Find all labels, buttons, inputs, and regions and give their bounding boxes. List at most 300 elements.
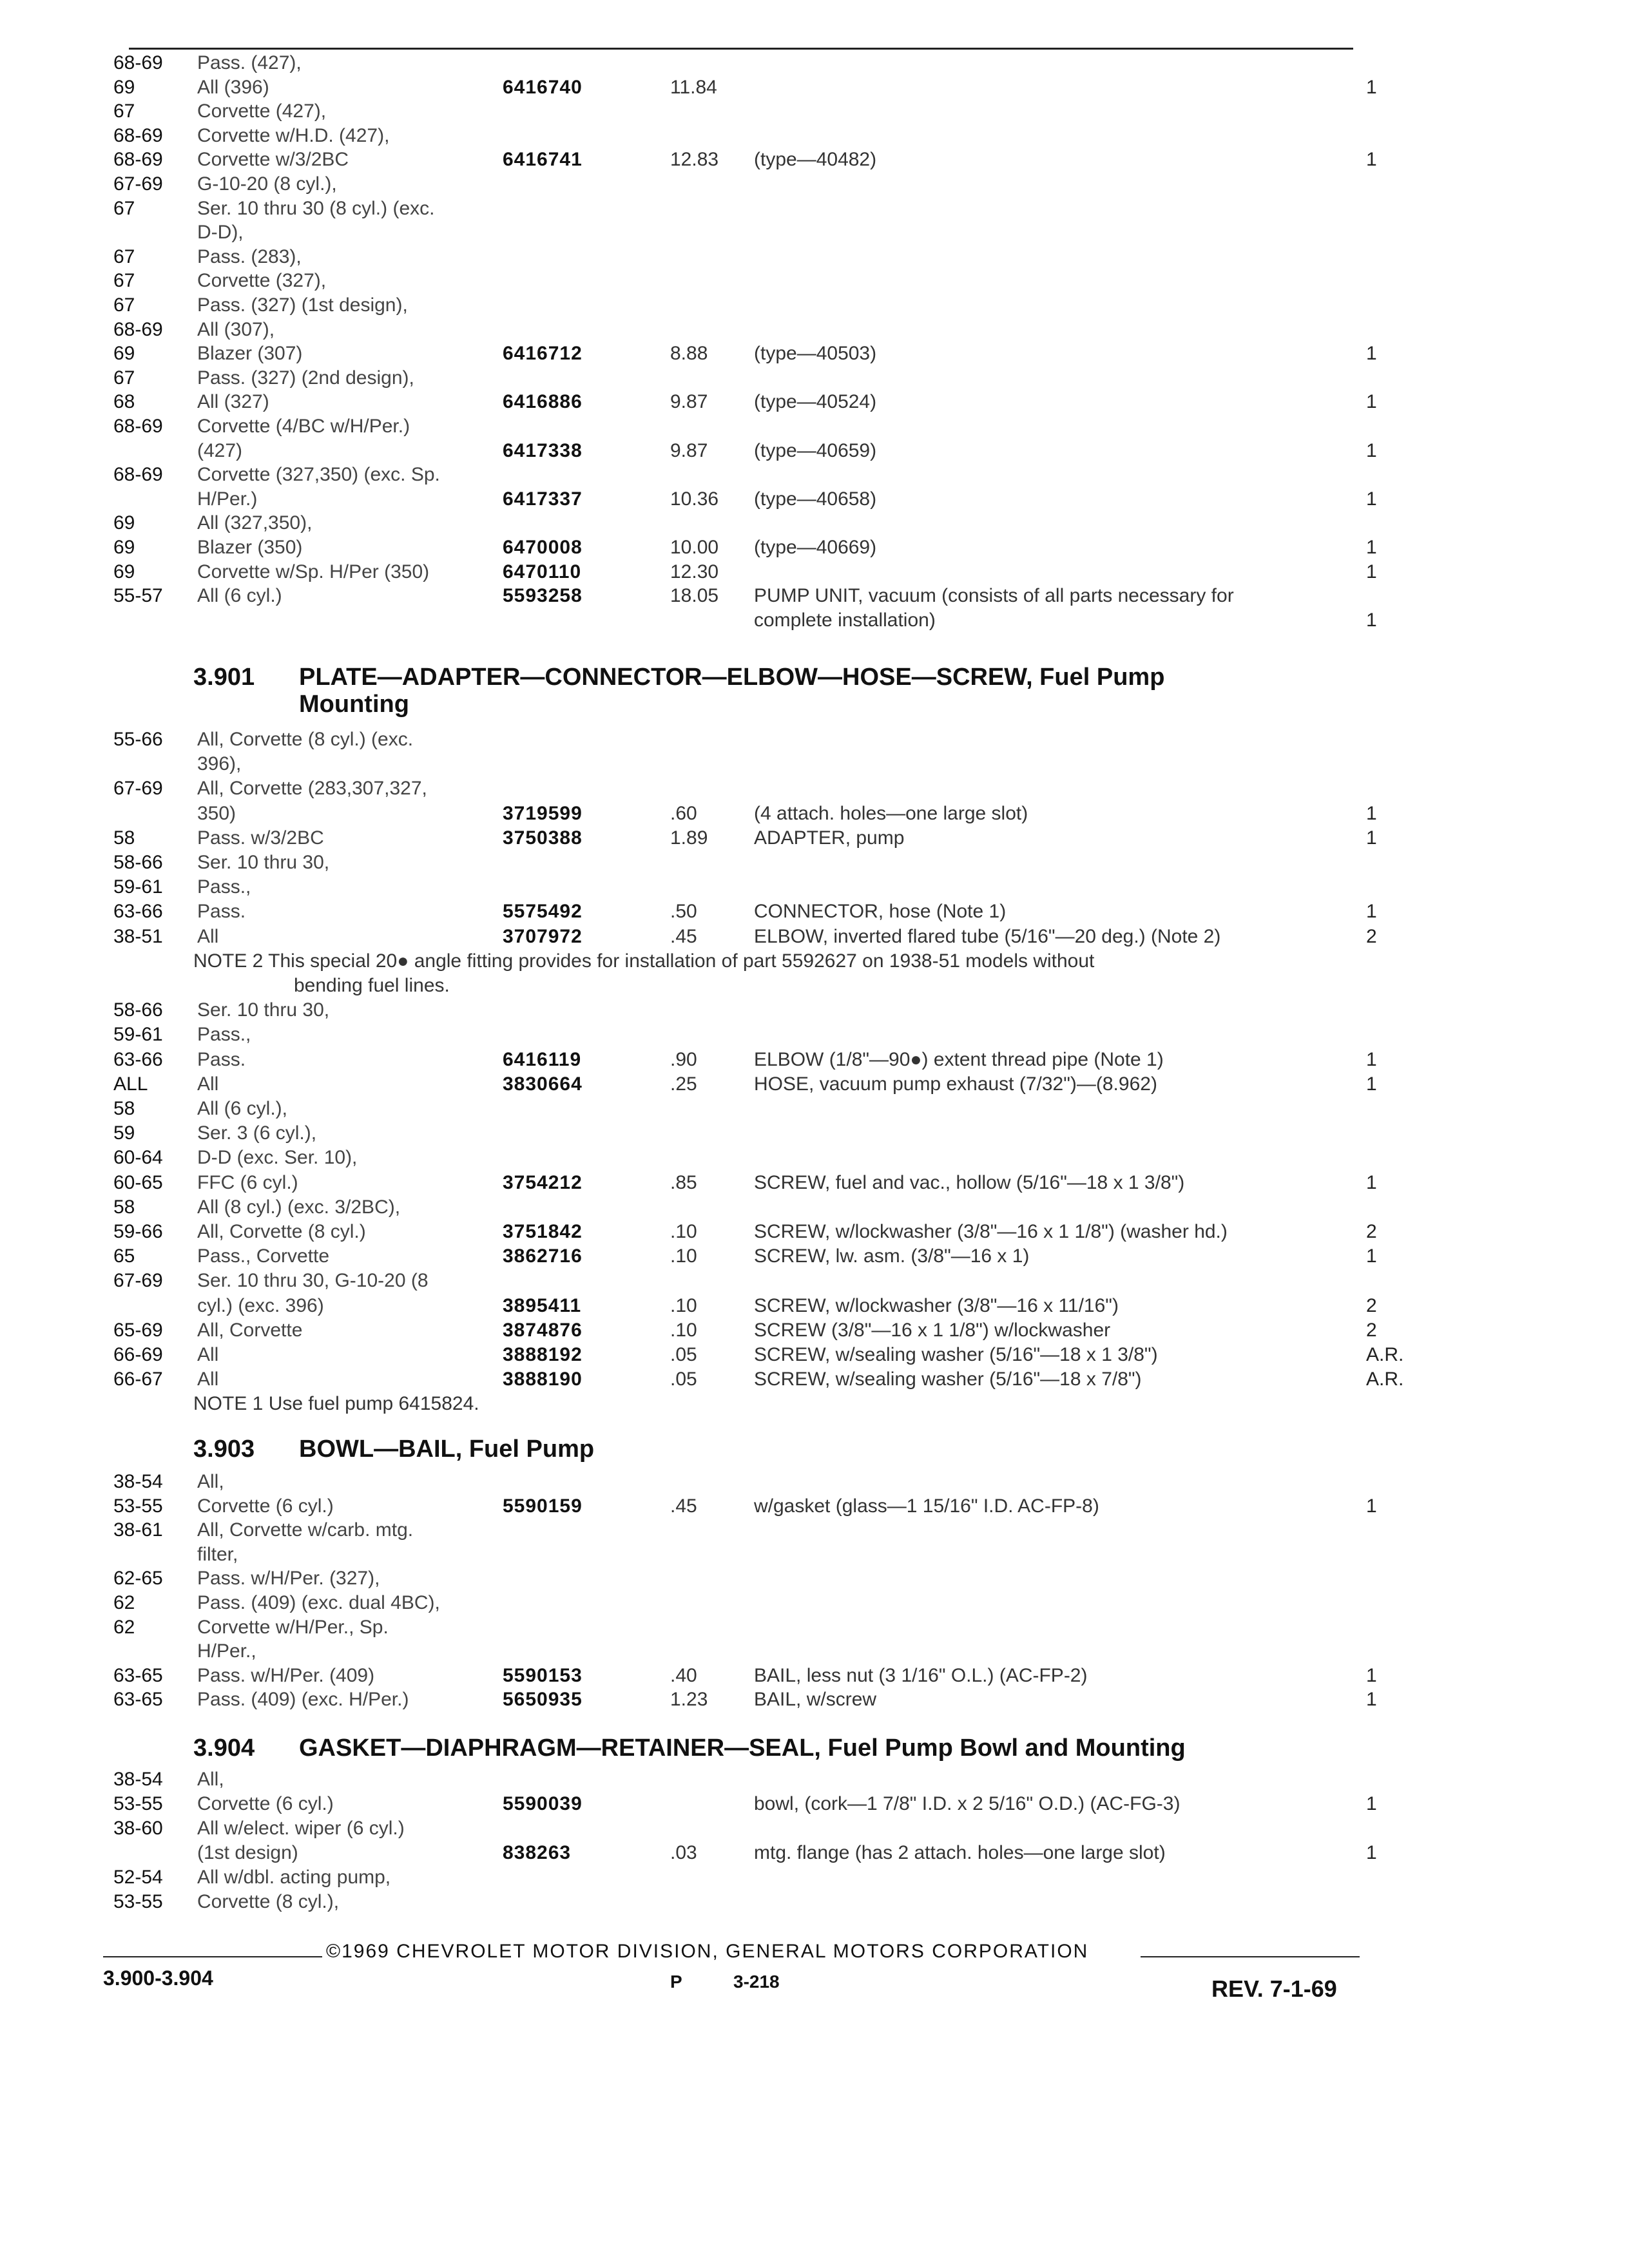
row-year: 59-61 [113, 876, 163, 898]
parts-row [0, 801, 1629, 827]
row-price: .45 [670, 926, 697, 947]
row-part: 5650935 [503, 1689, 583, 1710]
parts-row [0, 1145, 1629, 1171]
row-part: 3888190 [503, 1369, 583, 1390]
row-year: 69 [113, 343, 135, 364]
row-note: NOTE 1 Use fuel pump 6415824. [193, 1393, 479, 1414]
row-year: 38-61 [113, 1519, 163, 1541]
row-model: Pass. w/H/Per. (327), [197, 1568, 380, 1589]
row-year: 68 [113, 391, 135, 412]
row-model: All [197, 1369, 219, 1390]
parts-row [0, 317, 1629, 343]
row-year: 38-51 [113, 926, 163, 947]
row-model: All, Corvette (8 cyl.) [197, 1221, 366, 1242]
row-year: 58 [113, 1196, 135, 1218]
row-price: 10.36 [670, 488, 719, 510]
footer-revision: REV. 7-1-69 [1211, 1975, 1337, 2002]
row-model: All, Corvette (283,307,327, [197, 778, 427, 799]
row-model: All [197, 1344, 219, 1365]
parts-row [0, 75, 1629, 101]
row-model: All (6 cyl.), [197, 1098, 288, 1119]
row-year: 38-54 [113, 1769, 163, 1790]
footer-group-range: 3.900-3.904 [103, 1966, 213, 1990]
parts-row [0, 268, 1629, 294]
row-part: 6417337 [503, 488, 583, 510]
parts-row [0, 825, 1629, 851]
row-qty: 1 [1366, 901, 1377, 922]
parts-row [0, 293, 1629, 318]
row-year: 38-54 [113, 1471, 163, 1492]
parts-row [0, 99, 1629, 124]
row-model: Pass. (327) (1st design), [197, 294, 408, 316]
row-year: 53-55 [113, 1891, 163, 1912]
parts-row [0, 389, 1629, 415]
row-year: 63-66 [113, 1049, 163, 1070]
parts-row [0, 948, 1629, 974]
footer-page-letter: P [670, 1972, 682, 1992]
row-year: 58-66 [113, 852, 163, 873]
section-number: 3.901 [193, 664, 255, 691]
parts-row [0, 147, 1629, 173]
row-desc: SCREW, w/sealing washer (5/16"—18 x 1 3/8") [754, 1344, 1158, 1365]
row-model: Pass. w/H/Per. (409) [197, 1665, 375, 1686]
parts-row [0, 608, 1629, 633]
row-year: 58 [113, 827, 135, 849]
row-qty: 1 [1366, 803, 1377, 824]
row-model: Corvette (4/BC w/H/Per.) [197, 416, 410, 437]
parts-row [0, 1767, 1629, 1792]
row-year: 59 [113, 1122, 135, 1144]
row-price: .05 [670, 1369, 697, 1390]
row-qty: 1 [1366, 343, 1377, 364]
parts-row [0, 1517, 1629, 1543]
row-qty: 1 [1366, 1689, 1377, 1710]
row-model: Ser. 3 (6 cyl.), [197, 1122, 317, 1144]
parts-row [0, 1047, 1629, 1073]
row-part: 3862716 [503, 1245, 583, 1267]
row-model: Pass. [197, 901, 246, 922]
row-model: All (327) [197, 391, 269, 412]
row-year: 59-66 [113, 1221, 163, 1242]
row-price: 1.23 [670, 1689, 708, 1710]
row-year: 68-69 [113, 52, 163, 73]
row-qty: 1 [1366, 1049, 1377, 1070]
row-year: 62 [113, 1592, 135, 1613]
parts-row [0, 776, 1629, 802]
parts-row [0, 1615, 1629, 1640]
parts-row [0, 727, 1629, 753]
row-part: 3895411 [503, 1295, 582, 1316]
row-year: 38-60 [113, 1818, 163, 1839]
row-model: Ser. 10 thru 30, G-10-20 (8 [197, 1270, 429, 1291]
parts-row [0, 1687, 1629, 1713]
row-model: All w/elect. wiper (6 cyl.) [197, 1818, 405, 1839]
parts-row [0, 1244, 1629, 1269]
parts-row [0, 1342, 1629, 1368]
section-title: BOWL—BAIL, Fuel Pump [299, 1436, 595, 1463]
row-model: Corvette w/H/Per., Sp. [197, 1617, 389, 1638]
parts-row [0, 1840, 1629, 1866]
row-qty: 1 [1366, 1665, 1377, 1686]
row-qty: 1 [1366, 1245, 1377, 1267]
row-model: Corvette (427), [197, 101, 327, 122]
row-qty: 2 [1366, 1221, 1377, 1242]
parts-row [0, 874, 1629, 900]
parts-row [0, 1391, 1629, 1417]
parts-row [0, 462, 1629, 488]
parts-row [0, 341, 1629, 367]
row-qty: 2 [1366, 926, 1377, 947]
row-part: 838263 [503, 1842, 572, 1863]
row-desc: (type—40503) [754, 343, 877, 364]
row-model: H/Per., [197, 1640, 256, 1662]
parts-row [0, 924, 1629, 950]
row-price: 1.89 [670, 827, 708, 849]
row-model: Pass. (283), [197, 246, 302, 267]
row-model: Pass. (427), [197, 52, 302, 73]
parts-row [0, 171, 1629, 197]
row-qty: 1 [1366, 827, 1377, 849]
row-year: 69 [113, 537, 135, 558]
parts-row [0, 1219, 1629, 1245]
row-model: Corvette (327), [197, 270, 327, 291]
row-price: 9.87 [670, 391, 708, 412]
section-heading [0, 664, 1629, 728]
row-model: Ser. 10 thru 30, [197, 999, 330, 1021]
row-desc: CONNECTOR, hose (Note 1) [754, 901, 1007, 922]
parts-row [0, 50, 1629, 76]
row-qty: 1 [1366, 149, 1377, 170]
row-model: Pass., [197, 1024, 251, 1045]
row-year: 69 [113, 512, 135, 533]
row-model: Pass. (409) (exc. dual 4BC), [197, 1592, 440, 1613]
row-price: .90 [670, 1049, 697, 1070]
row-year: 62 [113, 1617, 135, 1638]
row-desc: SCREW, w/lockwasher (3/8"—16 x 1 1/8") (washer hd.) [754, 1221, 1228, 1242]
row-part: 3874876 [503, 1320, 583, 1341]
row-year: 68-69 [113, 464, 163, 485]
row-model: Pass. (409) (exc. H/Per.) [197, 1689, 409, 1710]
row-model: H/Per.) [197, 488, 258, 510]
row-part: 3830664 [503, 1073, 583, 1095]
parts-row [0, 1022, 1629, 1048]
parts-row [0, 196, 1629, 222]
row-price: .03 [670, 1842, 697, 1863]
row-price: .25 [670, 1073, 697, 1095]
parts-row [0, 973, 1629, 999]
row-part: 3707972 [503, 926, 583, 947]
row-price: .10 [670, 1245, 697, 1267]
row-part: 6417338 [503, 440, 583, 461]
row-year: 68-69 [113, 319, 163, 340]
parts-row [0, 1318, 1629, 1343]
row-model: Corvette w/Sp. H/Per (350) [197, 561, 430, 582]
row-price: 12.30 [670, 561, 719, 582]
parts-row [0, 1268, 1629, 1294]
row-model: Corvette w/H.D. (427), [197, 125, 390, 146]
row-qty: A.R. [1366, 1369, 1404, 1390]
parts-row [0, 1889, 1629, 1915]
row-note: bending fuel lines. [294, 975, 450, 996]
row-part: 3754212 [503, 1172, 583, 1193]
row-model: Pass., Corvette [197, 1245, 330, 1267]
row-part: 3750388 [503, 827, 583, 849]
row-year: 60-64 [113, 1147, 163, 1168]
row-price: 11.84 [670, 77, 717, 98]
row-part: 6470110 [503, 561, 582, 582]
parts-row [0, 510, 1629, 536]
parts-row [0, 535, 1629, 561]
row-price: .10 [670, 1295, 697, 1316]
parts-row [0, 559, 1629, 585]
parts-row [0, 1072, 1629, 1097]
row-year: 55-66 [113, 729, 163, 750]
parts-row [0, 1120, 1629, 1146]
parts-row [0, 365, 1629, 391]
row-year: 69 [113, 77, 135, 98]
row-model: D-D), [197, 222, 244, 243]
row-price: 9.87 [670, 440, 708, 461]
parts-row [0, 1791, 1629, 1817]
row-model: All (327,350), [197, 512, 313, 533]
row-desc: (4 attach. holes—one large slot) [754, 803, 1028, 824]
row-year: 67 [113, 270, 135, 291]
row-price: 10.00 [670, 537, 719, 558]
row-part: 6416119 [503, 1049, 582, 1070]
row-qty: 1 [1366, 1172, 1377, 1193]
row-year: 67 [113, 367, 135, 389]
section-number: 3.903 [193, 1436, 255, 1463]
row-year: 68-69 [113, 125, 163, 146]
row-year: 60-65 [113, 1172, 163, 1193]
row-desc: PUMP UNIT, vacuum (consists of all parts necessary for [754, 585, 1234, 606]
row-price: .05 [670, 1344, 697, 1365]
row-model: (1st design) [197, 1842, 298, 1863]
row-model: FFC (6 cyl.) [197, 1172, 298, 1193]
parts-row [0, 414, 1629, 439]
row-model: Pass. w/3/2BC [197, 827, 324, 849]
parts-row [0, 244, 1629, 270]
row-model: filter, [197, 1544, 238, 1565]
row-model: Blazer (350) [197, 537, 303, 558]
parts-row [0, 1865, 1629, 1890]
row-qty: 1 [1366, 1793, 1377, 1814]
row-model: All [197, 926, 219, 947]
row-model: All, Corvette (8 cyl.) (exc. [197, 729, 414, 750]
row-part: 6416741 [503, 149, 583, 170]
parts-row [0, 438, 1629, 464]
row-desc: BAIL, less nut (3 1/16" O.L.) (AC-FP-2) [754, 1665, 1088, 1686]
footer-rule-left [103, 1956, 322, 1957]
row-part: 6416712 [503, 343, 583, 364]
row-year: 53-55 [113, 1495, 163, 1517]
parts-row [0, 486, 1629, 512]
row-year: 53-55 [113, 1793, 163, 1814]
row-year: 69 [113, 561, 135, 582]
parts-row [0, 583, 1629, 609]
row-model: All (396) [197, 77, 269, 98]
row-model: Corvette w/3/2BC [197, 149, 349, 170]
row-model: All, [197, 1471, 224, 1492]
row-model: Pass. [197, 1049, 246, 1070]
row-desc: SCREW, w/sealing washer (5/16"—18 x 7/8") [754, 1369, 1142, 1390]
parts-row [0, 1816, 1629, 1841]
top-rule [129, 48, 1353, 50]
parts-row [0, 1566, 1629, 1591]
row-qty: A.R. [1366, 1344, 1404, 1365]
row-part: 5593258 [503, 585, 583, 606]
parts-row [0, 1367, 1629, 1392]
row-part: 5590153 [503, 1665, 583, 1686]
row-year: 67 [113, 101, 135, 122]
row-part: 5590039 [503, 1793, 583, 1814]
row-model: All [197, 1073, 219, 1095]
footer-copyright: ©1969 CHEVROLET MOTOR DIVISION, GENERAL MOTORS CORPORATION [326, 1941, 1089, 1962]
row-year: 65 [113, 1245, 135, 1267]
row-price: .40 [670, 1665, 697, 1686]
parts-row [0, 1195, 1629, 1220]
row-desc: (type—40669) [754, 537, 877, 558]
row-year: 67-69 [113, 1270, 163, 1291]
row-price: .10 [670, 1221, 697, 1242]
row-desc: bowl, (cork—1 7/8" I.D. x 2 5/16" O.D.) (AC-FG-3) [754, 1793, 1181, 1814]
row-year: 67 [113, 246, 135, 267]
row-model: All, [197, 1769, 224, 1790]
row-desc: SCREW, fuel and vac., hollow (5/16"—18 x 1 3/8") [754, 1172, 1185, 1193]
parts-row [0, 751, 1629, 777]
parts-row [0, 1494, 1629, 1519]
row-price: 18.05 [670, 585, 719, 606]
row-part: 6416886 [503, 391, 583, 412]
row-year: 62-65 [113, 1568, 163, 1589]
row-price: .45 [670, 1495, 697, 1517]
row-year: 68-69 [113, 149, 163, 170]
row-year: 68-69 [113, 416, 163, 437]
row-qty: 1 [1366, 1495, 1377, 1517]
row-model: All, Corvette w/carb. mtg. [197, 1519, 414, 1541]
row-model: All, Corvette [197, 1320, 303, 1341]
row-year: 66-67 [113, 1369, 163, 1390]
row-qty: 2 [1366, 1320, 1377, 1341]
row-desc: (type—40659) [754, 440, 877, 461]
row-desc: HOSE, vacuum pump exhaust (7/32")—(8.962) [754, 1073, 1157, 1095]
row-price: .10 [670, 1320, 697, 1341]
section-number: 3.904 [193, 1735, 255, 1762]
parts-row [0, 220, 1629, 245]
row-desc: ELBOW, inverted flared tube (5/16"—20 deg.) (Note 2) [754, 926, 1221, 947]
section-title-cont: Mounting [299, 691, 409, 718]
row-part: 6470008 [503, 537, 583, 558]
row-model: Blazer (307) [197, 343, 303, 364]
row-price: 12.83 [670, 149, 719, 170]
row-year: 63-65 [113, 1665, 163, 1686]
row-desc: SCREW, w/lockwasher (3/8"—16 x 11/16") [754, 1295, 1119, 1316]
row-desc: (type—40524) [754, 391, 877, 412]
row-year: 67 [113, 294, 135, 316]
row-model: 396), [197, 753, 242, 774]
row-year: 52-54 [113, 1867, 163, 1888]
row-qty: 1 [1366, 1842, 1377, 1863]
row-year: 63-65 [113, 1689, 163, 1710]
row-model: (427) [197, 440, 243, 461]
row-year: ALL [113, 1073, 148, 1095]
row-qty: 1 [1366, 77, 1377, 98]
row-model: Corvette (6 cyl.) [197, 1495, 334, 1517]
parts-row [0, 850, 1629, 876]
row-model: 350) [197, 803, 236, 824]
row-price: 8.88 [670, 343, 708, 364]
row-part: 6416740 [503, 77, 583, 98]
row-year: 67-69 [113, 778, 163, 799]
parts-row [0, 1469, 1629, 1495]
row-price: .60 [670, 803, 697, 824]
footer-rule-right [1141, 1956, 1360, 1957]
row-model: Pass. (327) (2nd design), [197, 367, 414, 389]
row-desc: ADAPTER, pump [754, 827, 905, 849]
row-model: All (6 cyl.) [197, 585, 282, 606]
row-model: All (307), [197, 319, 275, 340]
row-qty: 1 [1366, 440, 1377, 461]
row-part: 5575492 [503, 901, 583, 922]
parts-row [0, 1639, 1629, 1664]
section-title: PLATE—ADAPTER—CONNECTOR—ELBOW—HOSE—SCREW, Fuel Pump [299, 664, 1165, 691]
row-price: .85 [670, 1172, 697, 1193]
row-part: 5590159 [503, 1495, 583, 1517]
parts-row [0, 1590, 1629, 1616]
row-qty: 1 [1366, 391, 1377, 412]
row-model: All (8 cyl.) (exc. 3/2BC), [197, 1196, 401, 1218]
row-qty: 1 [1366, 1073, 1377, 1095]
row-part: 3719599 [503, 803, 583, 824]
row-price: .50 [670, 901, 697, 922]
parts-row [0, 1293, 1629, 1319]
row-desc: mtg. flange (has 2 attach. holes—one large slot) [754, 1842, 1166, 1863]
row-desc: w/gasket (glass—1 15/16" I.D. AC-FP-8) [754, 1495, 1099, 1517]
row-year: 59-61 [113, 1024, 163, 1045]
row-qty: 1 [1366, 561, 1377, 582]
parts-row [0, 899, 1629, 925]
row-part: 3888192 [503, 1344, 583, 1365]
row-year: 63-66 [113, 901, 163, 922]
section-title: GASKET—DIAPHRAGM—RETAINER—SEAL, Fuel Pump Bowl and Mounting [299, 1735, 1186, 1762]
footer-page-number: 3-218 [733, 1972, 780, 1992]
row-model: D-D (exc. Ser. 10), [197, 1147, 358, 1168]
row-year: 67 [113, 198, 135, 219]
row-year: 58-66 [113, 999, 163, 1021]
row-year: 65-69 [113, 1320, 163, 1341]
row-year: 67-69 [113, 173, 163, 195]
row-desc: complete installation) [754, 610, 936, 631]
row-desc: (type—40658) [754, 488, 877, 510]
row-desc: BAIL, w/screw [754, 1689, 877, 1710]
row-model: Ser. 10 thru 30 (8 cyl.) (exc. [197, 198, 435, 219]
row-model: Pass., [197, 876, 251, 898]
parts-row [0, 1096, 1629, 1122]
row-qty: 1 [1366, 610, 1377, 631]
row-model: Corvette (6 cyl.) [197, 1793, 334, 1814]
row-desc: SCREW (3/8"—16 x 1 1/8") w/lockwasher [754, 1320, 1111, 1341]
parts-row [0, 1170, 1629, 1196]
row-year: 55-57 [113, 585, 163, 606]
row-model: All w/dbl. acting pump, [197, 1867, 391, 1888]
row-year: 58 [113, 1098, 135, 1119]
row-qty: 1 [1366, 488, 1377, 510]
row-qty: 2 [1366, 1295, 1377, 1316]
row-qty: 1 [1366, 537, 1377, 558]
parts-row [0, 997, 1629, 1023]
row-desc: SCREW, lw. asm. (3/8"—16 x 1) [754, 1245, 1030, 1267]
row-desc: ELBOW (1/8"—90●) extent thread pipe (Note 1) [754, 1049, 1164, 1070]
